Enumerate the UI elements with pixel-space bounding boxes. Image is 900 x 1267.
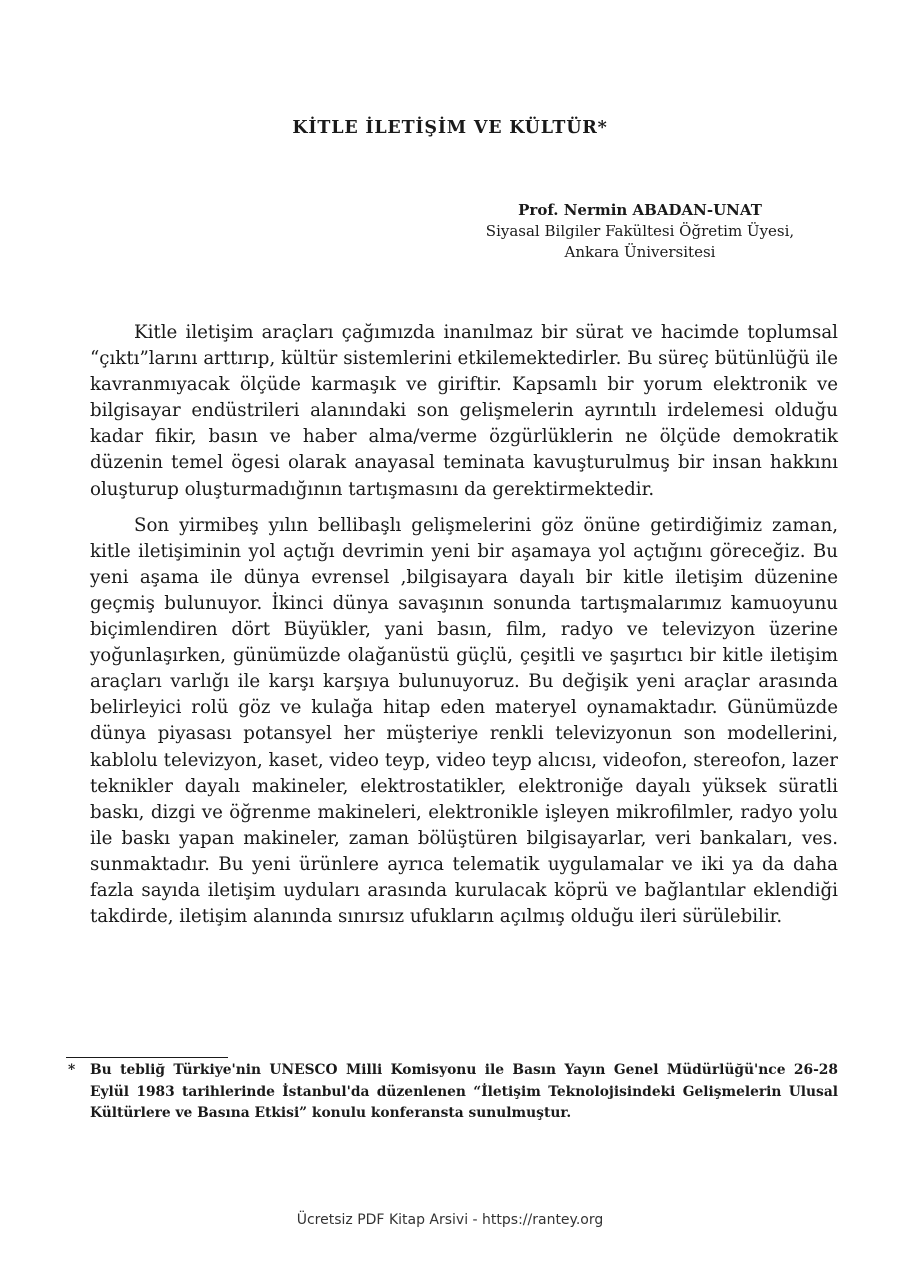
footnote bbox=[68, 1060, 838, 1125]
paragraph-1: Kitle iletişim araçları çağımızda inanılmaz bir sürat ve hacimde toplumsal “çıktı”larını arttırıp, kültür sistemlerini etkilemektedirler. Bu süreç bütünlüğü ile kavranmıyacak ölçüde karmaşık ve giriftir. Kapsamlı bir yorum elektronik ve bilgisayar endüstrileri alanındaki son gelişmelerin ayrıntılı irdelemesi olduğu kadar fikir, basın ve haber alma/verme özgürlüklerin ne ölçüde demokratik düzenin temel ögesi olarak anayasal teminata kavuşturulmuş bir insan hakkını oluşturup oluşturmadığının tartışmasını da gerektirmektedir. bbox=[90, 322, 838, 500]
footnote-marker: * bbox=[68, 1062, 76, 1078]
page-title: KİTLE İLETİŞİM VE KÜLTÜR* bbox=[292, 118, 608, 138]
footnote-divider bbox=[66, 1057, 228, 1058]
author-name: Prof. Nermin ABADAN-UNAT bbox=[518, 201, 762, 219]
author-affiliation-line-2: Ankara Üniversitesi bbox=[564, 243, 716, 261]
paragraph-2: Son yirmibeş yılın bellibaşlı gelişmelerini göz önüne getirdiğimiz zaman, kitle iletişiminin yol açtığı devrimin yeni bir aşamaya yol açtığını göreceğiz. Bu yeni aşama ile dünya evrensel ,bilgisayara dayalı bir kitle iletişim düzenine geçmiş bulunuyor. İkinci dünya savaşının sonunda tartışmalarımız kamuoyunu biçimlendiren dört Büyükler, yani basın, film, radyo ve televizyon üzerine yoğunlaşırken, günümüzde olağanüstü güçlü, çeşitli ve şaşırtıcı bir kitle iletişim araçları varlığı ile karşı karşıya bulunuyoruz. Bu değişik yeni araçlar arasında belirleyici rolü göz ve kulağa hitap eden materyel oynamaktadır. Günümüzde dünya piyasası potansyel her müşteriye renkli televizyonun son modellerini, kablolu televizyon, kaset, video teyp, video teyp alıcısı, videofon, stereofon, lazer teknikler dayalı makineler, elektrostatikler, elektroniğe dayalı yüksek süratli baskı, dizgi ve öğrenme makineleri, elektronikle işleyen mikrofilmler, radyo yolu ile baskı yapan makineler, zaman bölüştüren bilgisayarlar, veri bankaları, ves. sunmaktadır. Bu yeni ürünlere ayrıca telematik uygulamalar ve iki ya da daha fazla sayıda iletişim uyduları arasında kurulacak köprü ve bağlantılar eklendiği takdirde, iletişim alanında sınırsız ufukların açılmış olduğu ileri sürülebilir. bbox=[90, 514, 838, 928]
body-text bbox=[90, 320, 838, 930]
watermark-link[interactable]: Ücretsiz PDF Kitap Arsivi - https://rantey.org bbox=[296, 1212, 604, 1228]
footnote-text: Bu tebliğ Türkiye'nin UNESCO Milli Komisyonu ile Basın Yayın Genel Müdürlüğü'nce 26-28 Eylül 1983 tarihlerinde İstanbul'da düzenlenen “İletişim Teknolojisindeki Gelişmelerin Ulusal Kültürlere ve Basına Etkisi” konulu konferansta sunulmuştur. bbox=[90, 1062, 838, 1121]
author-block bbox=[452, 200, 828, 263]
author-affiliation-line-1: Siyasal Bilgiler Fakültesi Öğretim Üyesi, bbox=[485, 222, 795, 240]
